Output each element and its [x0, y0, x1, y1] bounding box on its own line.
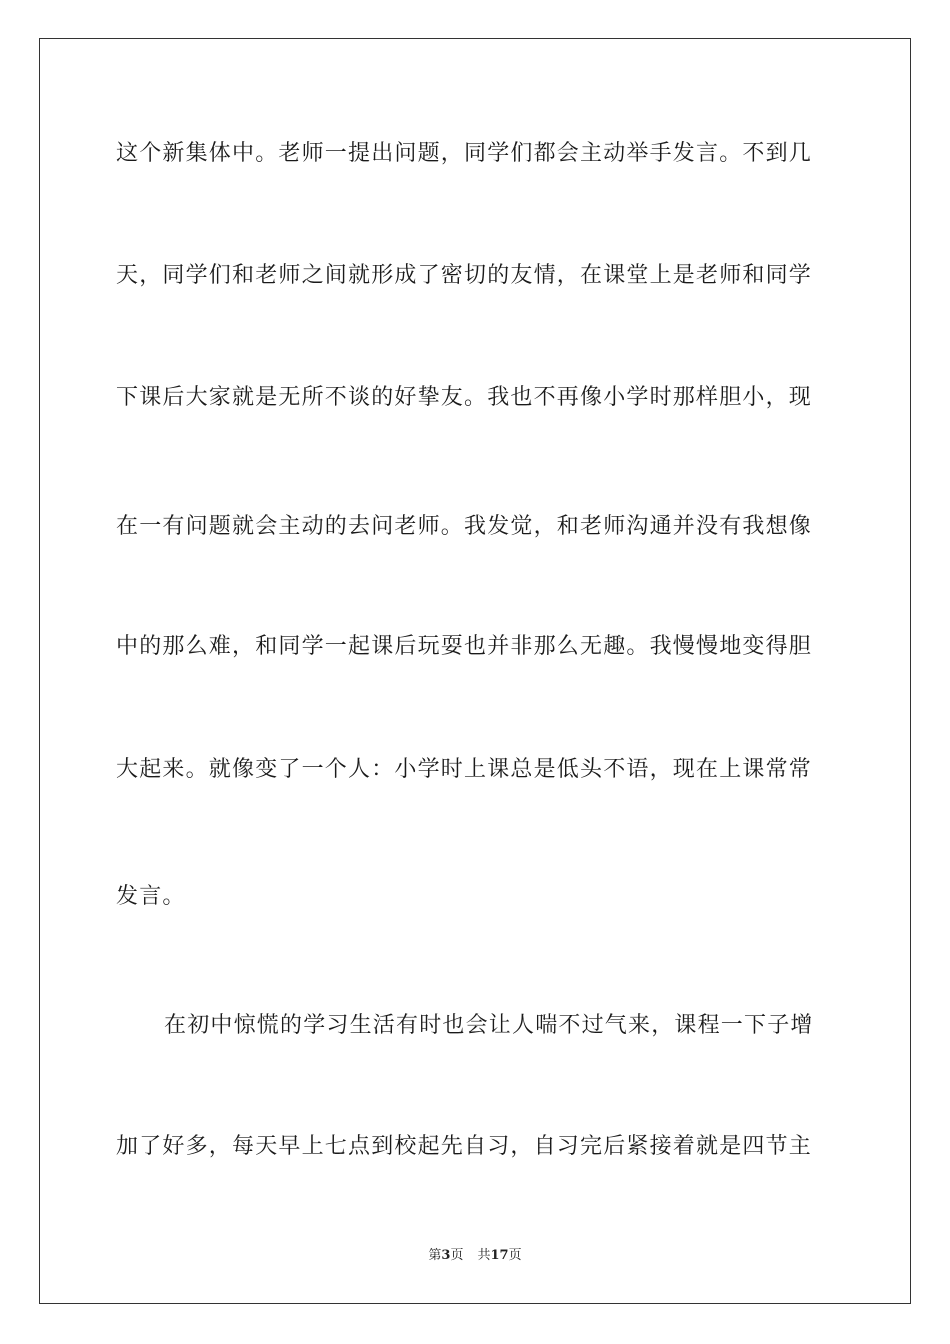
body-text-line-6: 大起来。就像变了一个人：小学时上课总是低头不语，现在上课常常 — [116, 757, 813, 782]
body-text-line-7: 发言。 — [116, 884, 186, 909]
footer-total-suffix: 页 — [508, 1248, 522, 1263]
body-text-line-4: 在一有问题就会主动的去问老师。我发觉，和老师沟通并没有我想像 — [116, 514, 813, 539]
body-text-line-2: 天，同学们和老师之间就形成了密切的友情，在课堂上是老师和同学 — [116, 263, 813, 288]
footer-total-pages: 17 — [490, 1248, 509, 1263]
body-text-line-9: 加了好多，每天早上七点到校起先自习，自习完后紧接着就是四节主 — [116, 1134, 813, 1159]
body-text-line-3: 下课后大家就是无所不谈的好挚友。我也不再像小学时那样胆小，现 — [116, 385, 813, 410]
footer-page-suffix: 页 — [450, 1248, 464, 1263]
body-text-line-1: 这个新集体中。老师一提出问题，同学们都会主动举手发言。不到几 — [116, 141, 813, 166]
footer-total-prefix: 共 — [477, 1248, 491, 1263]
page-border — [39, 38, 911, 1304]
body-text-line-5: 中的那么难，和同学一起课后玩耍也并非那么无趣。我慢慢地变得胆 — [116, 634, 813, 659]
footer-page-prefix: 第 — [428, 1248, 442, 1263]
page-footer — [0, 1247, 950, 1265]
footer-page-number: 3 — [441, 1248, 451, 1263]
body-text-line-8: 在初中惊慌的学习生活有时也会让人喘不过气来，课程一下子增 — [164, 1013, 814, 1038]
